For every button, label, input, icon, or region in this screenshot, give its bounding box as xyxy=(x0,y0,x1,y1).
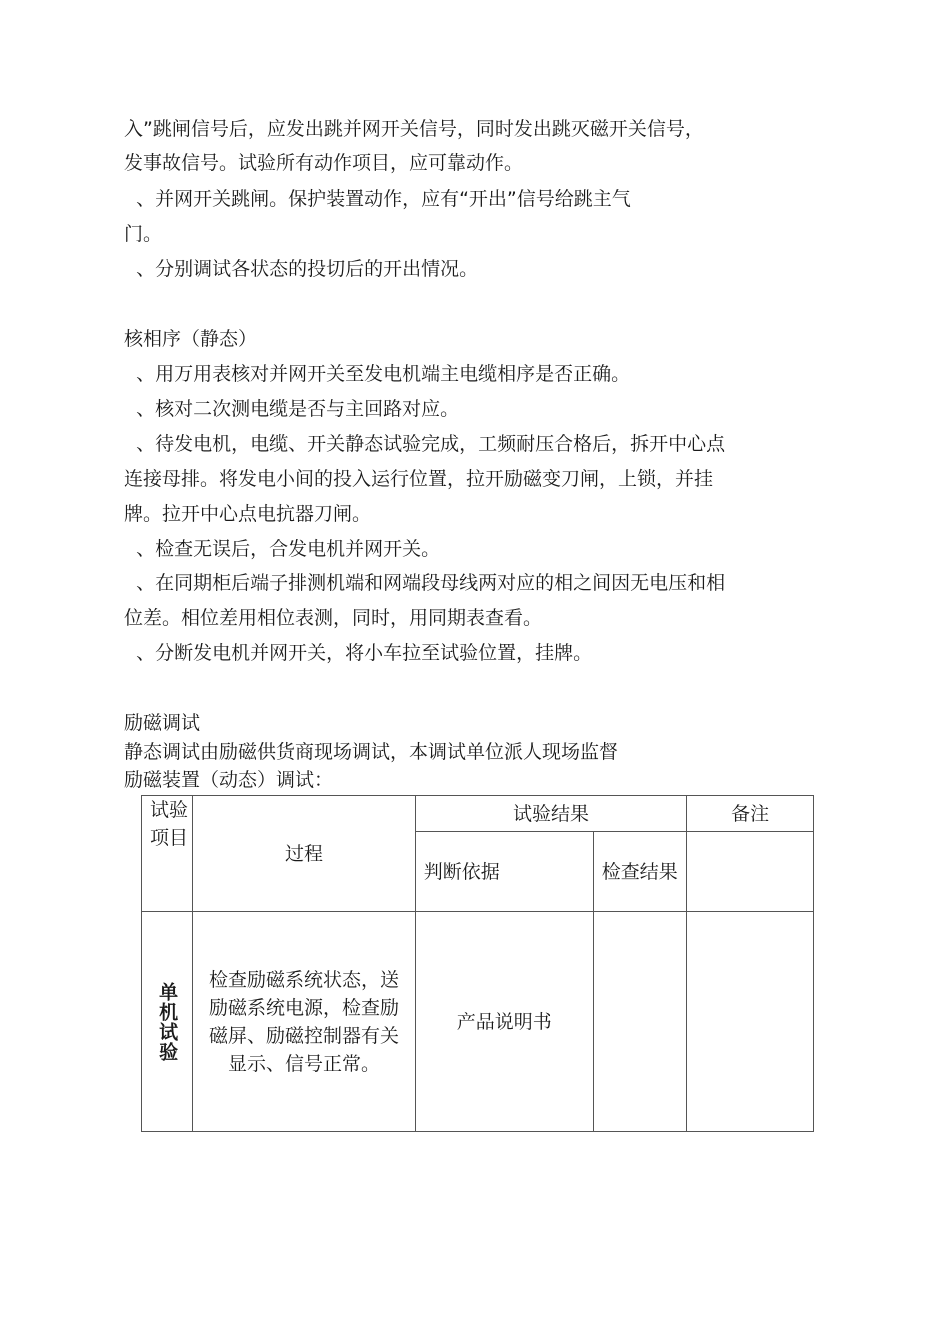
paragraph-line: 位差。相位差用相位表测，同时，用同期表查看。 xyxy=(124,607,543,629)
paragraph-line: 门。 xyxy=(124,223,163,245)
paragraph-line: 、分断发电机并网开关，将小车拉至试验位置，挂牌。 xyxy=(124,642,593,664)
paragraph-line: 发事故信号。试验所有动作项目，应可靠动作。 xyxy=(124,152,524,174)
header-note: 备注 xyxy=(687,796,814,832)
paragraph-line: 静态调试由励磁供货商现场调试，本调试单位派人现场监督 xyxy=(124,741,619,763)
section-heading: 励磁调试 xyxy=(124,712,201,734)
paragraph-line: 、核对二次测电缆是否与主回路对应。 xyxy=(124,398,460,420)
row-check-result xyxy=(593,912,687,1132)
header-note-empty xyxy=(687,832,814,912)
paragraph-line: 、检查无误后，合发电机并网开关。 xyxy=(124,538,441,560)
paragraph-line: 、待发电机，电缆、开关静态试验完成，工频耐压合格后，拆开中心点 xyxy=(124,433,726,455)
excitation-test-table xyxy=(141,795,814,1132)
row-judgement-basis: 产品说明书 xyxy=(415,912,593,1132)
section-heading: 核相序（静态） xyxy=(124,328,258,350)
paragraph-line: 、分别调试各状态的投切后的开出情况。 xyxy=(124,258,479,280)
paragraph-line: 入”跳闸信号后，应发出跳并网开关信号，同时发出跳灭磁开关信号， xyxy=(124,118,704,140)
paragraph-line: 励磁装置（动态）调试： xyxy=(124,769,334,791)
paragraph-line: 、在同期柜后端子排测机端和网端段母线两对应的相之间因无电压和相 xyxy=(124,572,726,594)
header-check-result: 检查结果 xyxy=(593,832,687,912)
paragraph-line: 连接母排。将发电小间的投入运行位置，拉开励磁变刀闸，上锁，并挂 xyxy=(124,468,714,490)
header-process: 过程 xyxy=(193,796,415,912)
paragraph-line: 牌。拉开中心点电抗器刀闸。 xyxy=(124,503,372,525)
paragraph-line: 、并网开关跳闸。保护装置动作，应有“开出”信号给跳主气 xyxy=(124,188,631,210)
header-judgement-basis: 判断依据 xyxy=(415,832,593,912)
header-test-result: 试验结果 xyxy=(415,796,687,832)
row-note xyxy=(687,912,814,1132)
row-test-item: 单机试验 xyxy=(142,912,193,1132)
paragraph-line: 、用万用表核对并网开关至发电机端主电缆相序是否正确。 xyxy=(124,363,631,385)
header-test-item: 试验项目 xyxy=(142,796,193,912)
row-process: 检查励磁系统状态，送励磁系统电源，检查励磁屏、励磁控制器有关显示、信号正常。 xyxy=(193,912,415,1132)
